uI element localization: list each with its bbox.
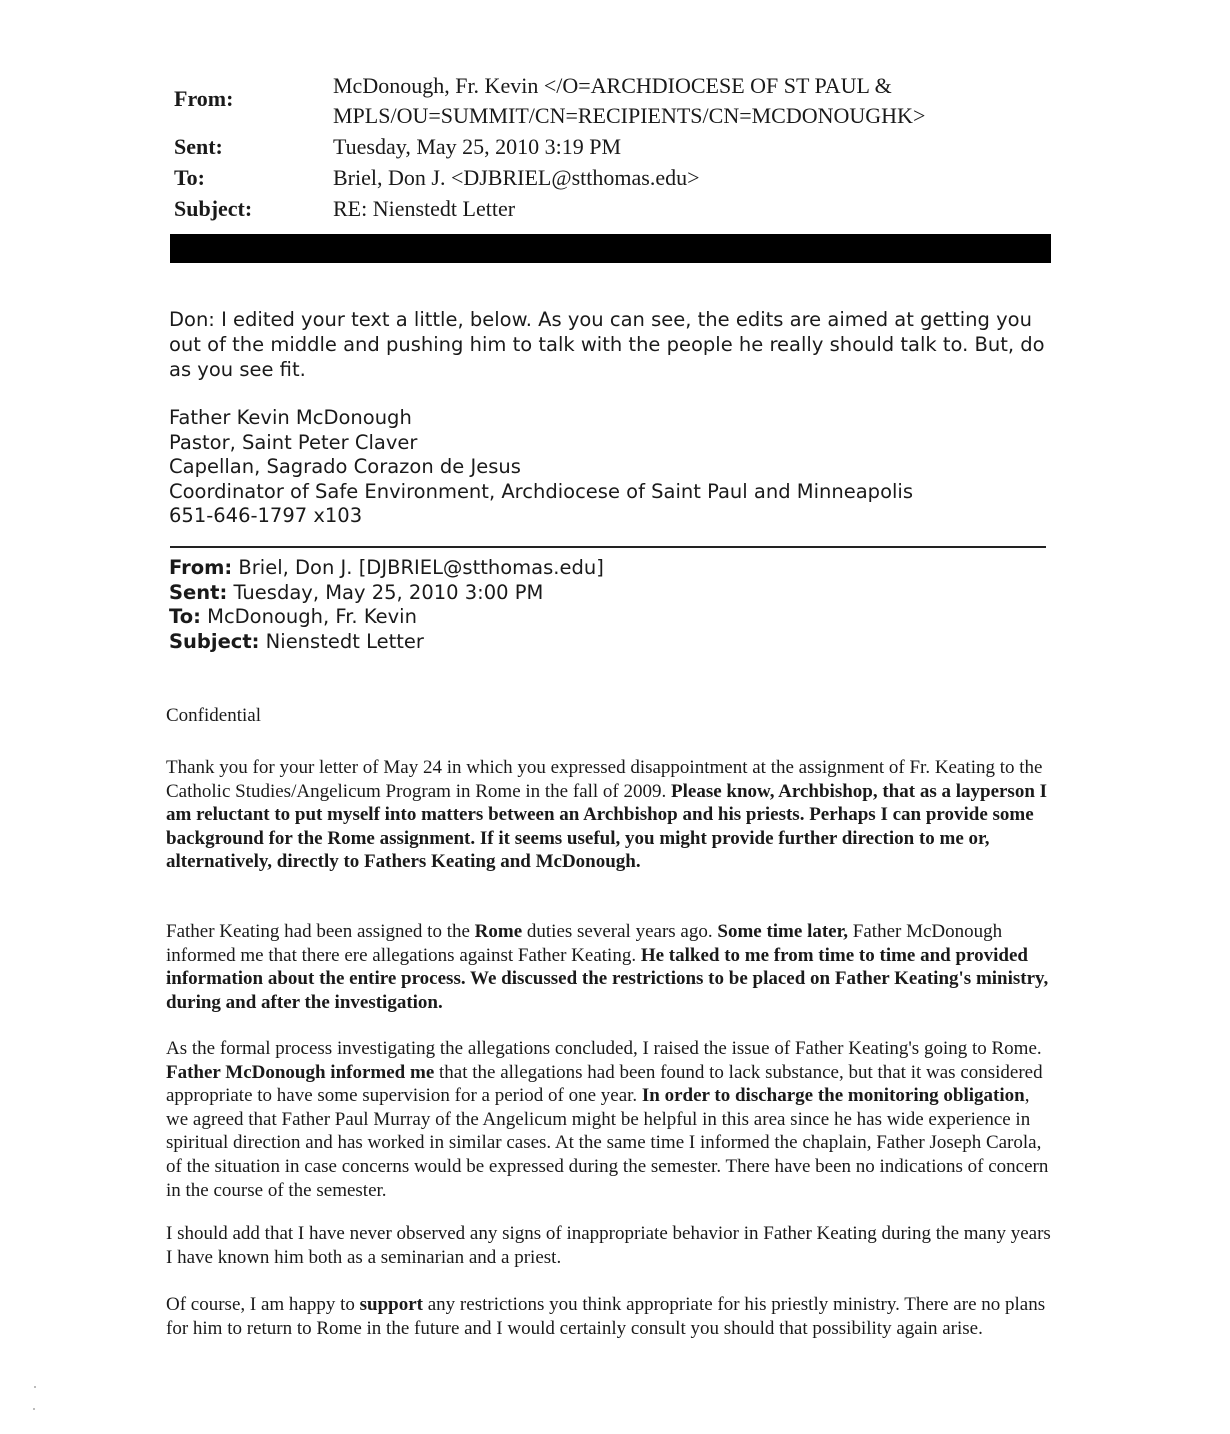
signature-block xyxy=(169,405,1049,528)
header-subject-row xyxy=(174,193,1054,224)
original-subject-row xyxy=(169,629,1049,654)
p3-text-c: that the allegations had been found to lack substance, but that it was considered appropriate to have some supervision for a period of one year. xyxy=(166,1061,1043,1107)
p2-bold-process: He talked to me from time to time and provided information about the entire process. We discussed the restrictions to be placed on Father Keating's ministry, during and after the investigation. xyxy=(166,944,1049,1013)
original-from-value: Briel, Don J. [DJBRIEL@stthomas.edu] xyxy=(232,556,604,579)
original-from-row xyxy=(169,555,1049,580)
header-from-value xyxy=(333,71,1054,131)
header-to-label: To: xyxy=(174,165,205,190)
header-from-row xyxy=(174,68,1054,131)
header-from-label: From: xyxy=(174,86,234,111)
original-to-label: To: xyxy=(169,605,201,628)
letter-paragraph-3 xyxy=(166,1037,1056,1202)
original-sent-value: Tuesday, May 25, 2010 3:00 PM xyxy=(227,580,544,604)
letter-paragraph-2 xyxy=(166,920,1056,1014)
p3-text-a: As the formal process investigating the allegations concluded, I raised the issue of Father Keating's going to Rome. xyxy=(166,1038,1042,1059)
header-to-value: Briel, Don J. <DJBRIEL@stthomas.edu> xyxy=(333,165,700,190)
signature-line1: Pastor, Saint Peter Claver xyxy=(169,430,418,454)
original-from-label: From: xyxy=(169,556,233,579)
p5-bold-support: support xyxy=(359,1294,423,1315)
letter-paragraph-5 xyxy=(166,1293,1056,1340)
original-to-row xyxy=(169,604,1049,629)
signature-phone: 651-646-1797 x103 xyxy=(169,504,363,528)
p1-bold: Please know, Archbishop, that as a layperson I am reluctant to put myself into matters between an Archbishop and his priests. Perhaps I can provide some background for the Rome assignment. If it seems useful, you might provide further direction to me or, alternatively, directly to Fathers Keating and McDonough. xyxy=(166,780,1048,873)
header-from-value-line1: McDonough, Fr. Kevin </O=ARCHDIOCESE OF ST PAUL & xyxy=(333,73,892,98)
divider-rule xyxy=(170,546,1046,548)
scan-speck xyxy=(34,1386,36,1388)
p3-text-e: , we agreed that Father Paul Murray of the Angelicum might be helpful in this area since he has wide experience in spiritual direction and has worked in similar cases. At the same time I informed the chaplain, Father Joseph Carola, of the situation in case concerns would be expressed during the semester. There have been no indications of concern in the course of the semester. xyxy=(166,1085,1049,1201)
email-header xyxy=(174,68,1054,224)
header-from-value-line2: MPLS/OU=SUMMIT/CN=RECIPIENTS/CN=MCDONOUGHK> xyxy=(333,103,926,128)
p2-bold-rome: Rome xyxy=(474,921,523,942)
header-subject-label: Subject: xyxy=(174,196,253,221)
original-to-value: McDonough, Fr. Kevin xyxy=(200,605,417,628)
letter-paragraph-1 xyxy=(166,756,1056,874)
p3-bold-monitoring: In order to discharge the monitoring obligation xyxy=(641,1085,1025,1107)
signature-line3: Coordinator of Safe Environment, Archdiocese of Saint Paul and Minneapolis xyxy=(169,479,913,503)
header-subject-value: RE: Nienstedt Letter xyxy=(333,196,516,221)
p5-text-a: Of course, I am happy to xyxy=(166,1294,360,1315)
confidential-label: Confidential xyxy=(166,705,261,726)
p3-bold-informed: Father McDonough informed me xyxy=(166,1061,435,1083)
signature-line2: Capellan, Sagrado Corazon de Jesus xyxy=(169,455,521,479)
reply-body xyxy=(169,307,1049,382)
p2-text-a: Father Keating had been assigned to the xyxy=(166,921,475,942)
original-subject-label: Subject: xyxy=(169,629,260,653)
original-sent-label: Sent: xyxy=(169,580,228,604)
letter-paragraph-4 xyxy=(166,1222,1056,1269)
redaction-bar xyxy=(170,234,1051,263)
header-sent-label: Sent: xyxy=(174,134,223,159)
header-sent-value: Tuesday, May 25, 2010 3:19 PM xyxy=(333,134,622,159)
header-to-row xyxy=(174,162,1054,193)
original-sent-row xyxy=(169,580,1049,605)
p1-text: Thank you for your letter of May 24 in which you expressed disappointment at the assignment of Fr. Keating to the Catholic Studies/Angelicum Program in Rome in the fall of 2009. xyxy=(166,757,1043,802)
letter-confidential xyxy=(166,704,1056,728)
header-sent-row xyxy=(174,131,1054,162)
p5-text-c: any restrictions you think appropriate for his priestly ministry. There are no plans for him to return to Rome in the future and I would certainly consult you should that possibility again arise. xyxy=(166,1294,1046,1339)
p2-bold-later: Some time later, xyxy=(717,921,849,942)
signature-name: Father Kevin McDonough xyxy=(169,406,412,429)
original-message-header xyxy=(169,555,1049,653)
scan-speck xyxy=(33,1408,35,1410)
p2-text-c: duties several years ago. xyxy=(522,921,718,942)
p2-text-e: Father McDonough informed me that there ere allegations against Father Keating. xyxy=(166,921,1003,966)
reply-text: Don: I edited your text a little, below. As you can see, the edits are aimed at getting you out of the middle and pushing him to talk with the people he really should talk to. But, do as you see fit. xyxy=(169,308,1045,381)
p4-text: I should add that I have never observed any signs of inappropriate behavior in Father Keating during the many years I have known him both as a seminarian and a priest. xyxy=(166,1223,1051,1268)
original-subject-value: Nienstedt Letter xyxy=(259,629,424,653)
